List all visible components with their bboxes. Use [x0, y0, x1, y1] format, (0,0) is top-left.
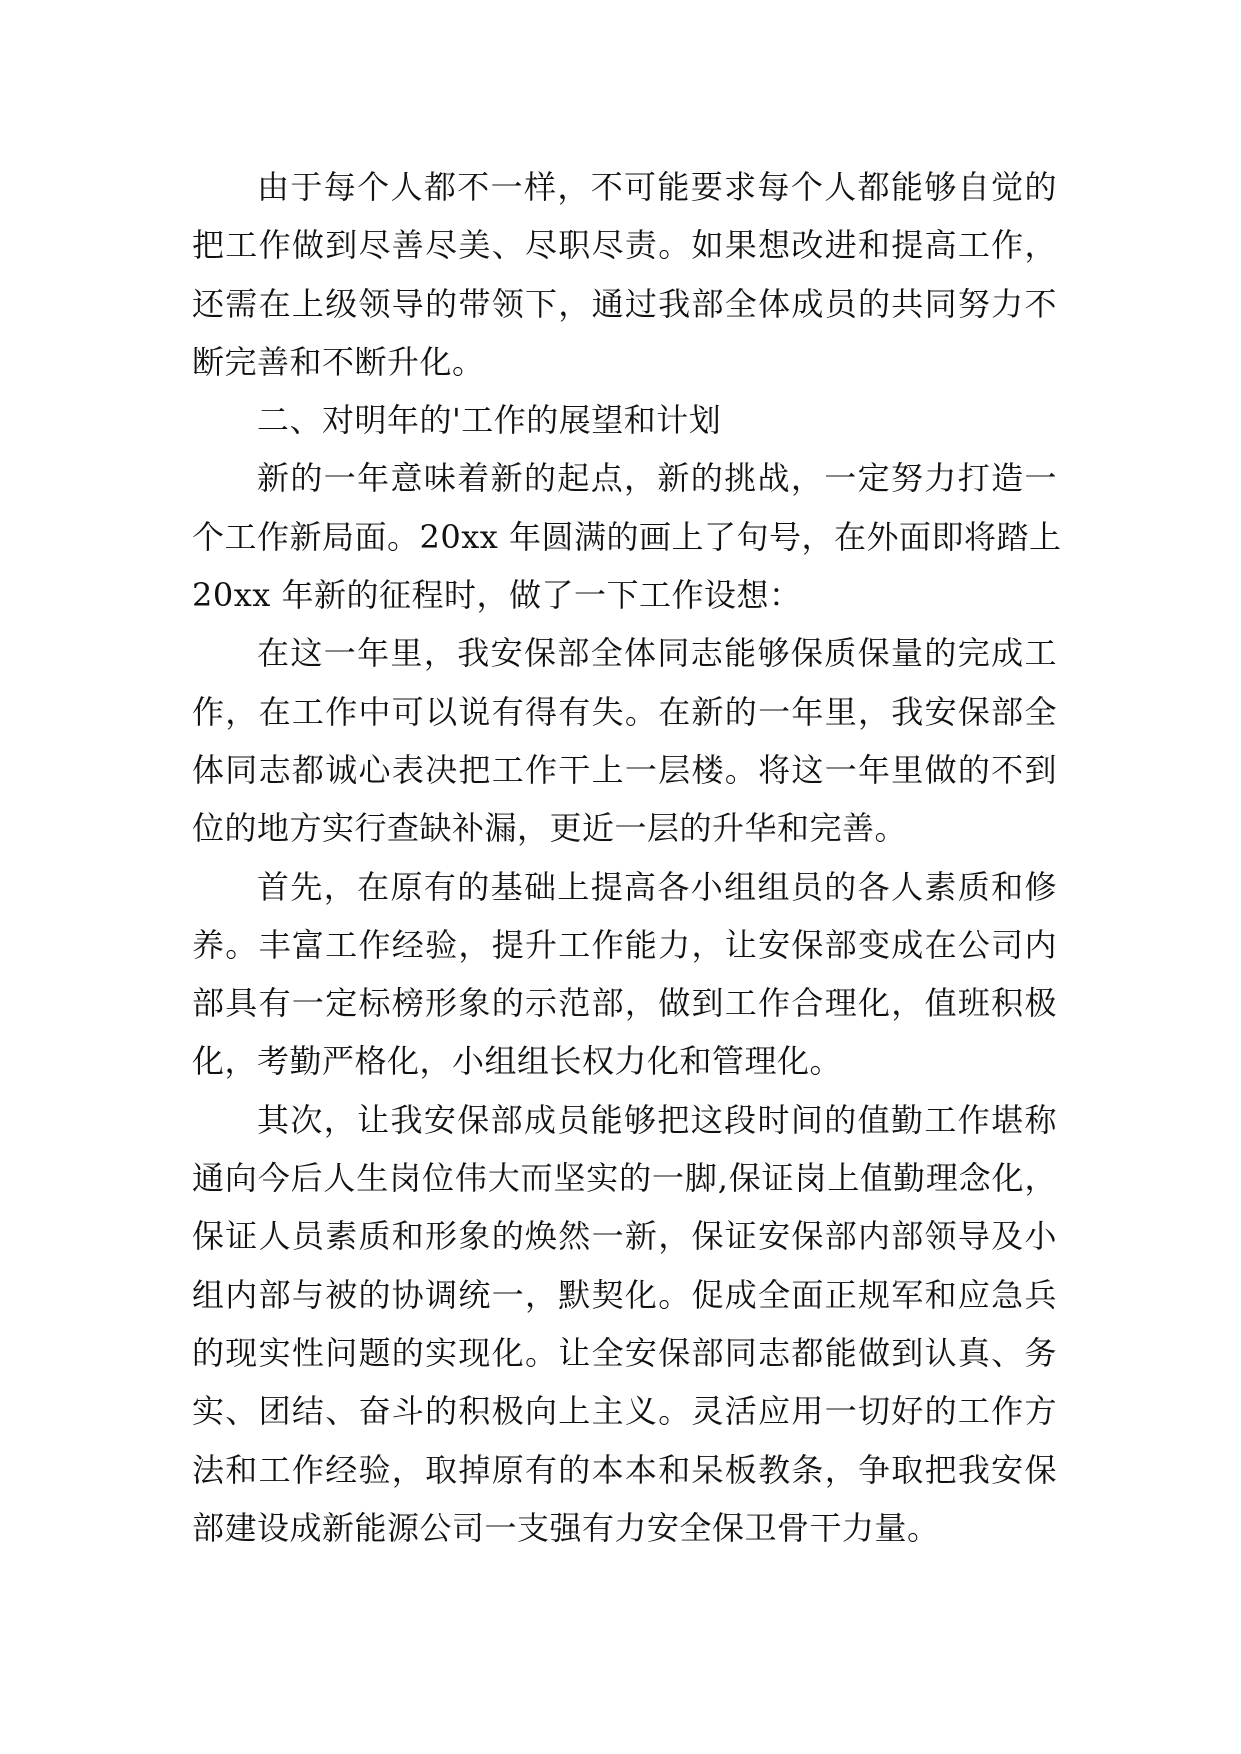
text-line: 个工作新局面。20xx 年圆满的画上了句号，在外面即将踏上	[192, 517, 1062, 556]
text-line: 部建设成新能源公司一支强有力安全保卫骨干力量。	[192, 1508, 940, 1547]
text-line: 保证人员素质和形象的焕然一新，保证安保部内部领导及小	[192, 1217, 1057, 1256]
text-line: 在这一年里，我安保部全体同志能够保质保量的完成工	[257, 634, 1057, 673]
text-line: 还需在上级领导的带领下，通过我部全体成员的共同努力不	[192, 284, 1057, 323]
text-line: 组内部与被的协调统一，默契化。促成全面正规军和应急兵	[192, 1275, 1057, 1314]
text-line: 其次，让我安保部成员能够把这段时间的值勤工作堪称	[257, 1100, 1057, 1139]
text-line: 作，在工作中可以说有得有失。在新的一年里，我安保部全	[192, 692, 1057, 731]
text-line: 的现实性问题的实现化。让全安保部同志都能做到认真、务	[192, 1333, 1057, 1372]
text-line: 20xx 年新的征程时，做了一下工作设想：	[192, 576, 802, 615]
text-line: 养。丰富工作经验，提升工作能力，让安保部变成在公司内	[192, 925, 1057, 964]
text-line: 把工作做到尽善尽美、尽职尽责。如果想改进和提高工作，	[192, 226, 1057, 265]
text-line: 部具有一定标榜形象的示范部，做到工作合理化，值班积极	[192, 984, 1057, 1023]
text-line: 断完善和不断升化。	[192, 342, 485, 381]
document-body	[192, 158, 1062, 1557]
text-line: 新的一年意味着新的起点，新的挑战，一定努力打造一	[257, 459, 1057, 498]
text-line: 化，考勤严格化，小组组长权力化和管理化。	[192, 1042, 843, 1081]
text-line: 实、团结、奋斗的积极向上主义。灵活应用一切好的工作方	[192, 1392, 1057, 1431]
text-line: 二、对明年的'工作的展望和计划	[257, 401, 722, 440]
text-line: 通向今后人生岗位伟大而坚实的一脚,保证岗上值勤理念化，	[192, 1159, 1057, 1198]
text-line: 法和工作经验，取掉原有的本本和呆板教条，争取把我安保	[192, 1450, 1057, 1489]
text-line: 位的地方实行查缺补漏，更近一层的升华和完善。	[192, 809, 908, 848]
text-line: 由于每个人都不一样，不可能要求每个人都能够自觉的	[257, 168, 1057, 206]
text-line: 体同志都诚心表决把工作干上一层楼。将这一年里做的不到	[192, 750, 1057, 789]
text-line: 首先，在原有的基础上提高各小组组员的各人素质和修	[257, 867, 1057, 906]
